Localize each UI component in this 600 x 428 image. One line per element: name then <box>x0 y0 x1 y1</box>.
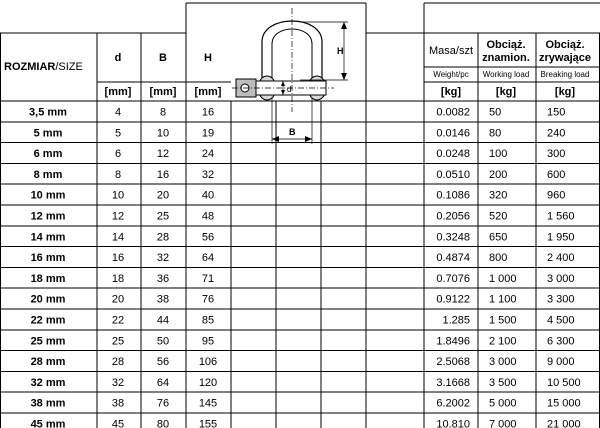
row-d-value: 14 <box>111 231 125 244</box>
row-mass-value: 2.5068 <box>436 356 470 369</box>
col-h-name: H <box>204 52 212 64</box>
row-mass-value: 0.1086 <box>436 189 470 202</box>
size-label-bold: ROZMIAR <box>4 61 56 73</box>
row-wll-value: 320 <box>489 189 508 202</box>
row-d-value: 16 <box>111 252 125 265</box>
row-break-value: 10 500 <box>547 376 581 389</box>
row-h-value: 76 <box>201 293 215 306</box>
row-d-value: 45 <box>111 418 125 428</box>
row-size-label: 5 mm <box>33 127 63 140</box>
row-b-value: 38 <box>156 293 170 306</box>
row-mass-value: 0.3248 <box>436 231 470 244</box>
row-break-value: 240 <box>547 127 566 140</box>
dim-h-label: H <box>337 46 344 56</box>
arrow-h-bottom <box>341 73 347 80</box>
row-wll-value: 800 <box>489 252 508 265</box>
row-size-label: 8 mm <box>33 168 63 181</box>
row-break-value: 600 <box>547 168 566 181</box>
row-b-value: 64 <box>156 376 170 389</box>
row-h-value: 85 <box>201 314 215 327</box>
row-break-value: 150 <box>547 106 566 119</box>
mass-unit: [kg] <box>440 86 462 98</box>
row-break-value: 21 000 <box>547 418 581 428</box>
wll-header-line1: Obciąż. <box>486 39 526 51</box>
row-wll-value: 5 000 <box>489 397 517 410</box>
row-b-value: 36 <box>156 272 170 285</box>
row-b-value: 10 <box>156 127 170 140</box>
row-wll-value: 3 500 <box>489 376 517 389</box>
row-h-value: 95 <box>201 335 215 348</box>
row-b-value: 25 <box>156 210 170 223</box>
row-d-value: 22 <box>111 314 125 327</box>
row-b-value: 28 <box>156 231 170 244</box>
arrow-h-top <box>341 22 347 29</box>
row-d-value: 8 <box>114 168 122 181</box>
row-mass-value: 0.4874 <box>436 252 470 265</box>
row-wll-value: 7 000 <box>489 418 517 428</box>
row-break-value: 3 000 <box>547 272 575 285</box>
row-size-label: 25 mm <box>30 335 66 348</box>
row-size-label: 16 mm <box>30 252 66 265</box>
row-h-value: 106 <box>198 356 218 369</box>
size-label-rest: /SIZE <box>55 61 83 73</box>
break-header-line2: zrywające <box>539 52 591 64</box>
row-b-value: 12 <box>156 148 170 161</box>
break-header-line1: Obciąż. <box>545 39 585 51</box>
row-wll-value: 200 <box>489 168 508 181</box>
row-mass-value: 10.810 <box>436 418 470 428</box>
row-mass-value: 0.0146 <box>436 127 470 140</box>
row-b-value: 56 <box>156 356 170 369</box>
mass-sub: Weight/pc <box>433 70 469 79</box>
row-d-value: 4 <box>114 106 122 119</box>
row-break-value: 4 500 <box>547 314 575 327</box>
row-mass-value: 6.2002 <box>436 397 470 410</box>
row-b-value: 76 <box>156 397 170 410</box>
row-size-label: 45 mm <box>30 418 66 428</box>
break-sub: Breaking load <box>540 70 590 79</box>
row-b-value: 8 <box>159 106 167 119</box>
row-break-value: 15 000 <box>547 397 581 410</box>
row-mass-value: 0.0510 <box>436 168 470 181</box>
row-wll-value: 1 500 <box>489 314 517 327</box>
row-wll-value: 650 <box>489 231 508 244</box>
row-size-label: 22 mm <box>30 314 66 327</box>
row-h-value: 32 <box>201 168 215 181</box>
row-size-label: 18 mm <box>30 272 66 285</box>
row-h-value: 19 <box>201 127 215 140</box>
row-h-value: 56 <box>201 231 215 244</box>
row-mass-value: 0.2056 <box>436 210 470 223</box>
row-wll-value: 3 000 <box>489 356 517 369</box>
row-size-label: 14 mm <box>30 231 66 244</box>
row-mass-value: 0.9122 <box>436 293 470 306</box>
row-d-value: 38 <box>111 397 125 410</box>
row-size-label: 3,5 mm <box>29 106 67 119</box>
row-break-value: 3 300 <box>547 293 575 306</box>
row-h-value: 155 <box>198 418 218 428</box>
row-mass-value: 0.7076 <box>436 272 470 285</box>
col-d-name: d <box>114 52 122 64</box>
mass-header: Masa/szt <box>428 45 474 57</box>
row-b-value: 20 <box>156 189 170 202</box>
row-mass-value: 1.8496 <box>436 335 470 348</box>
shackle-drawing <box>232 8 348 144</box>
wll-unit: [kg] <box>495 86 517 98</box>
row-break-value: 1 560 <box>547 210 575 223</box>
row-wll-value: 2 100 <box>489 335 517 348</box>
col-b-unit: [mm] <box>149 86 177 98</box>
row-mass-value: 0.0248 <box>436 148 470 161</box>
row-b-value: 50 <box>156 335 170 348</box>
row-d-value: 6 <box>114 148 122 161</box>
row-wll-value: 100 <box>489 148 508 161</box>
row-h-value: 120 <box>198 376 218 389</box>
row-d-value: 18 <box>111 272 125 285</box>
col-d-unit: [mm] <box>104 86 132 98</box>
row-h-value: 145 <box>198 397 218 410</box>
row-mass-value: 1.285 <box>442 314 470 327</box>
row-break-value: 960 <box>547 189 566 202</box>
row-wll-value: 1 000 <box>489 272 517 285</box>
row-h-value: 71 <box>201 272 215 285</box>
row-d-value: 5 <box>114 127 122 140</box>
wll-header-line2: znamion. <box>482 52 530 64</box>
row-d-value: 20 <box>111 293 125 306</box>
break-unit: [kg] <box>554 86 576 98</box>
row-b-value: 44 <box>156 314 170 327</box>
row-mass-value: 3.1668 <box>436 376 470 389</box>
row-b-value: 16 <box>156 168 170 181</box>
row-size-label: 20 mm <box>30 293 66 306</box>
row-wll-value: 520 <box>489 210 508 223</box>
row-size-label: 6 mm <box>33 148 63 161</box>
row-d-value: 32 <box>111 376 125 389</box>
row-d-value: 12 <box>111 210 125 223</box>
dim-b-label: B <box>289 127 296 137</box>
dim-d-label: d <box>287 85 292 94</box>
row-wll-value: 80 <box>489 127 502 140</box>
row-h-value: 24 <box>201 148 215 161</box>
row-b-value: 80 <box>156 418 170 428</box>
row-size-label: 12 mm <box>30 210 66 223</box>
col-h-unit: [mm] <box>194 86 222 98</box>
row-break-value: 6 300 <box>547 335 575 348</box>
size-column-header <box>4 61 83 73</box>
row-h-value: 40 <box>201 189 215 202</box>
row-size-label: 32 mm <box>30 376 66 389</box>
row-size-label: 10 mm <box>30 189 66 202</box>
row-break-value: 1 950 <box>547 231 575 244</box>
row-size-label: 28 mm <box>30 356 66 369</box>
row-wll-value: 1 100 <box>489 293 517 306</box>
row-break-value: 9 000 <box>547 356 575 369</box>
row-break-value: 2 400 <box>547 252 575 265</box>
row-h-value: 48 <box>201 210 215 223</box>
row-b-value: 32 <box>156 252 170 265</box>
col-b-name: B <box>159 52 167 64</box>
row-d-value: 28 <box>111 356 125 369</box>
row-wll-value: 50 <box>489 106 502 119</box>
arrow-b-right <box>305 136 312 142</box>
row-size-label: 38 mm <box>30 397 66 410</box>
row-break-value: 300 <box>547 148 566 161</box>
row-mass-value: 0.0082 <box>436 106 470 119</box>
row-d-value: 10 <box>111 189 125 202</box>
row-h-value: 64 <box>201 252 215 265</box>
row-d-value: 25 <box>111 335 125 348</box>
wll-sub: Working load <box>482 70 530 79</box>
row-h-value: 16 <box>201 106 215 119</box>
